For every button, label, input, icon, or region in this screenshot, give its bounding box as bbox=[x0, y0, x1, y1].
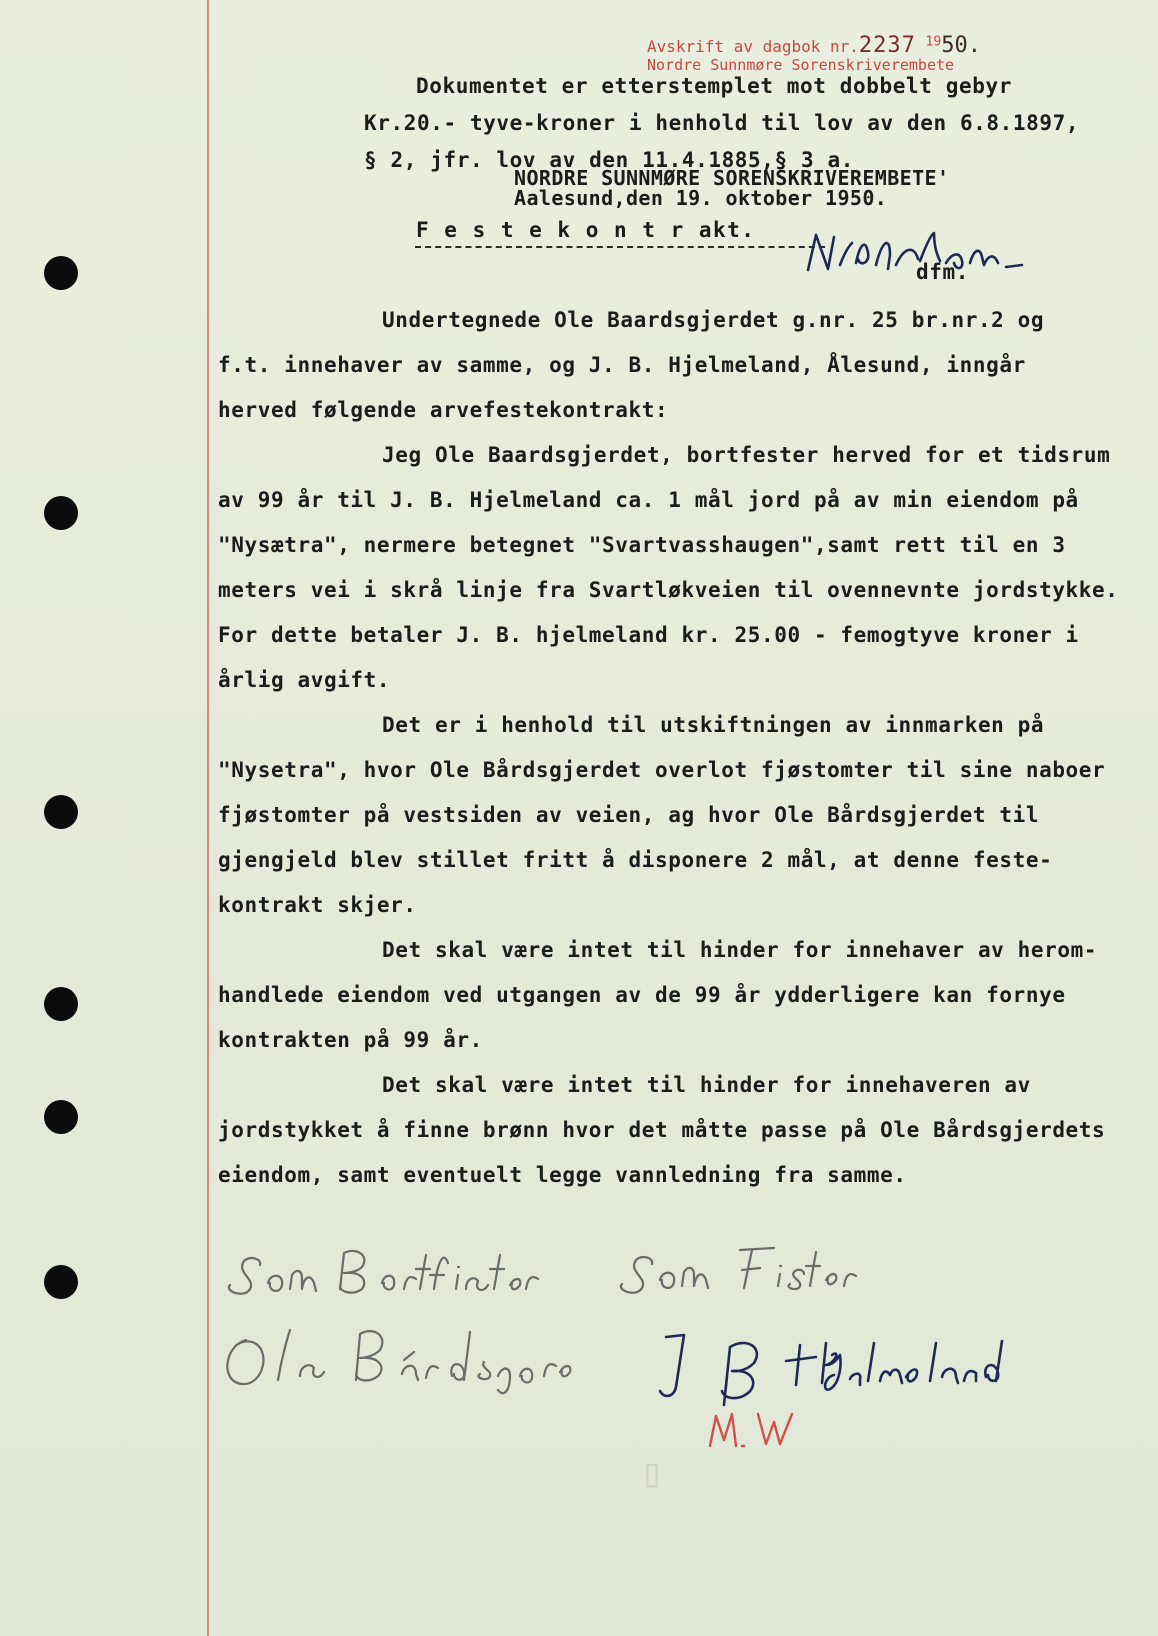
body-line: årlig avgift. bbox=[218, 668, 391, 692]
registry-office: Nordre Sunnmøre Sorenskriverembete bbox=[647, 56, 955, 74]
registry-year-century: 19 bbox=[925, 34, 942, 50]
body-line: For dette betaler J. B. hjelmeland kr. 25.00 - femogtyve kroner i bbox=[218, 623, 1079, 647]
initials-mw bbox=[702, 1400, 832, 1460]
body-line: Det skal være intet til hinder for innehaver av herom- bbox=[382, 938, 1098, 962]
clerk-suffix: dfm. bbox=[916, 260, 969, 284]
body-line: "Nysætra", nermere betegnet "Svartvasshaugen",samt rett til en 3 bbox=[218, 533, 1066, 557]
registry-prefix: Avskrift av dagbok nr. bbox=[647, 37, 859, 56]
signature-bortfester bbox=[216, 1320, 596, 1400]
body-line: "Nysetra", hvor Ole Bårdsgjerdet overlot fjøstomter til sine naboer bbox=[218, 758, 1106, 782]
office-stamp-line: Aalesund,den 19. oktober 1950. bbox=[514, 186, 888, 210]
title-underline bbox=[415, 246, 825, 248]
office-stamp-line: NORDRE SUNNMØRE SORENSKRIVEREMBETE' bbox=[514, 166, 950, 190]
body-line: handlede eiendom ved utgangen av de 99 år ydderligere kan fornye bbox=[218, 983, 1066, 1007]
faded-mark: ▯ bbox=[640, 1450, 665, 1496]
body-line: meters vei i skrå linje fra Svartløkveien til ovennevnte jordstykke. bbox=[218, 578, 1119, 602]
body-line: fjøstomter på vestsiden av veien, ag hvor Ole Bårdsgjerdet til bbox=[218, 803, 1040, 827]
body-line: jordstykket å finne brønn hvor det måtte passe på Ole Bårdsgjerdets bbox=[218, 1118, 1106, 1142]
body-line: Det skal være intet til hinder for innehaveren av bbox=[382, 1073, 1031, 1097]
body-line: eiendom, samt eventuelt legge vannledning fra samme. bbox=[218, 1163, 907, 1187]
header-line: Dokumentet er etterstemplet mot dobbelt gebyr bbox=[416, 74, 1012, 98]
body-line: f.t. innehaver av samme, og J. B. Hjelmeland, Ålesund, inngår bbox=[218, 353, 1026, 377]
signature-left-role bbox=[220, 1245, 580, 1305]
header-line: § 2, jfr. lov av den 11.4.1885,§ 3 a. bbox=[364, 148, 854, 172]
punch-hole bbox=[44, 1100, 78, 1134]
punch-hole bbox=[44, 496, 78, 530]
document-title: F e s t e k o n t r akt. bbox=[416, 218, 756, 242]
body-line: kontrakten på 99 år. bbox=[218, 1028, 483, 1052]
body-line: gjengjeld blev stillet fritt å disponere 2 mål, at denne feste- bbox=[218, 848, 1053, 872]
punch-hole bbox=[44, 256, 78, 290]
body-line: herved følgende arvefestekontrakt: bbox=[218, 398, 669, 422]
body-line: kontrakt skjer. bbox=[218, 893, 417, 917]
body-line: av 99 år til J. B. Hjelmeland ca. 1 mål jord på av min eiendom på bbox=[218, 488, 1079, 512]
body-line: Det er i henhold til utskiftningen av innmarken på bbox=[382, 713, 1045, 737]
body-line: Jeg Ole Baardsgjerdet, bortfester herved for et tidsrum bbox=[382, 443, 1111, 467]
margin-rule bbox=[207, 0, 209, 1636]
punch-hole bbox=[44, 795, 78, 829]
header-line: Kr.20.- tyve-kroner i henhold til lov av den 6.8.1897, bbox=[364, 111, 1080, 135]
punch-hole bbox=[44, 987, 78, 1021]
registry-stamp bbox=[647, 33, 981, 58]
punch-hole bbox=[44, 1265, 78, 1299]
registry-year: 50. bbox=[941, 33, 981, 58]
registry-number: 2237 bbox=[858, 33, 916, 58]
body-line: Undertegnede Ole Baardsgjerdet g.nr. 25 br.nr.2 og bbox=[382, 308, 1045, 332]
signature-right-role bbox=[612, 1240, 982, 1300]
